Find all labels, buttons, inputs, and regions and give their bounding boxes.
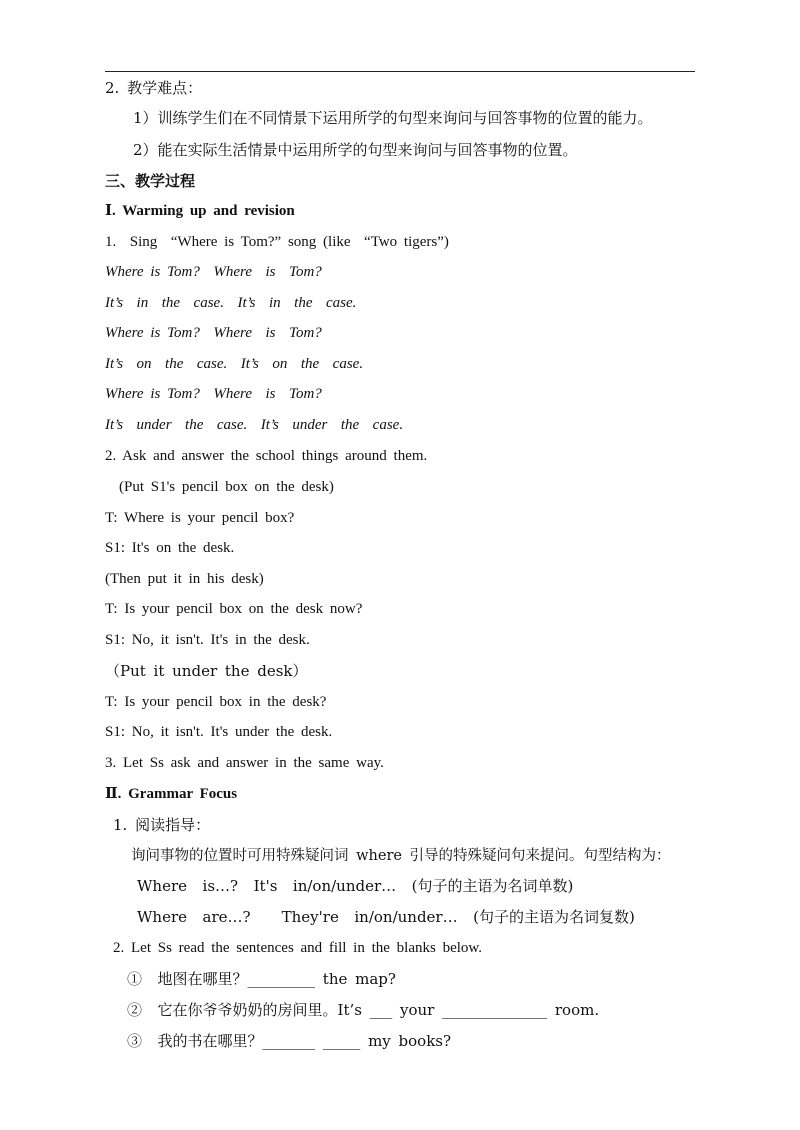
stage-direction: (Then put it in his desk): [105, 571, 264, 587]
heading-grammar-focus: Ⅱ. Grammar Focus: [105, 786, 238, 802]
dialogue-line: S1: No, it isn't. It's in the desk.: [105, 632, 310, 648]
song-line: Where is Tom? Where is Tom?: [105, 264, 322, 280]
song-line: It’s on the case. It’s on the case.: [105, 356, 364, 372]
song-line: It’s under the case. It’s under the case.: [105, 417, 404, 433]
difficulty-item-1: 1）训练学生们在不同情景下运用所学的句型来询问与回答事物的位置的能力。: [133, 109, 653, 127]
dialogue-line: T: Is your pencil box on the desk now?: [105, 601, 363, 617]
stage-direction: (Put S1's pencil box on the desk): [119, 479, 334, 495]
heading-warming-up: Ⅰ. Warming up and revision: [105, 203, 295, 219]
song-line: Where is Tom? Where is Tom?: [105, 325, 322, 341]
step-reading-guide: 1. 阅读指导：: [113, 816, 211, 834]
dialogue-line: T: Is your pencil box in the desk?: [105, 694, 327, 710]
step-sing-song: 1. Sing “Where is Tom?” song (like “Two tigers”): [105, 234, 449, 250]
grammar-explanation: 询问事物的位置时可用特殊疑问词 where 引导的特殊疑问句来提问。句型结构为：: [131, 848, 671, 864]
dialogue-line: S1: No, it isn't. It's under the desk.: [105, 724, 333, 740]
header-rule: [105, 71, 695, 72]
song-line: It’s in the case. It’s in the case.: [105, 295, 357, 311]
exercise-item-3: ③ 我的书在哪里？_______ _____ my books?: [127, 1032, 452, 1050]
dialogue-line: S1: It's on the desk.: [105, 540, 235, 556]
step-ask-answer: 2. Ask and answer the school things around them.: [105, 448, 428, 464]
stage-direction: （Put it under the desk）: [105, 662, 308, 680]
section-teaching-process: 三、教学过程: [105, 172, 196, 190]
grammar-pattern-singular: Where is…? It's in/on/under… (句子的主语为名词单数): [137, 877, 574, 895]
song-line: Where is Tom? Where is Tom?: [105, 386, 322, 402]
grammar-pattern-plural: Where are…? They're in/on/under… (句子的主语为名词复数): [137, 908, 635, 926]
step-let-ss-ask: 3. Let Ss ask and answer in the same way.: [105, 755, 384, 771]
exercise-item-2: ② 它在你爷爷奶奶的房间里。It’s ___ your ______________ room.: [127, 1001, 600, 1019]
dialogue-line: T: Where is your pencil box?: [105, 510, 295, 526]
step-fill-blanks: 2. Let Ss read the sentences and fill in the blanks below.: [113, 940, 483, 956]
exercise-item-1: ① 地图在哪里？_________ the map?: [127, 970, 396, 988]
section-teaching-difficulties: 2. 教学难点：: [105, 79, 203, 97]
difficulty-item-2: 2）能在实际生活情景中运用所学的句型来询问与回答事物的位置。: [133, 141, 578, 159]
